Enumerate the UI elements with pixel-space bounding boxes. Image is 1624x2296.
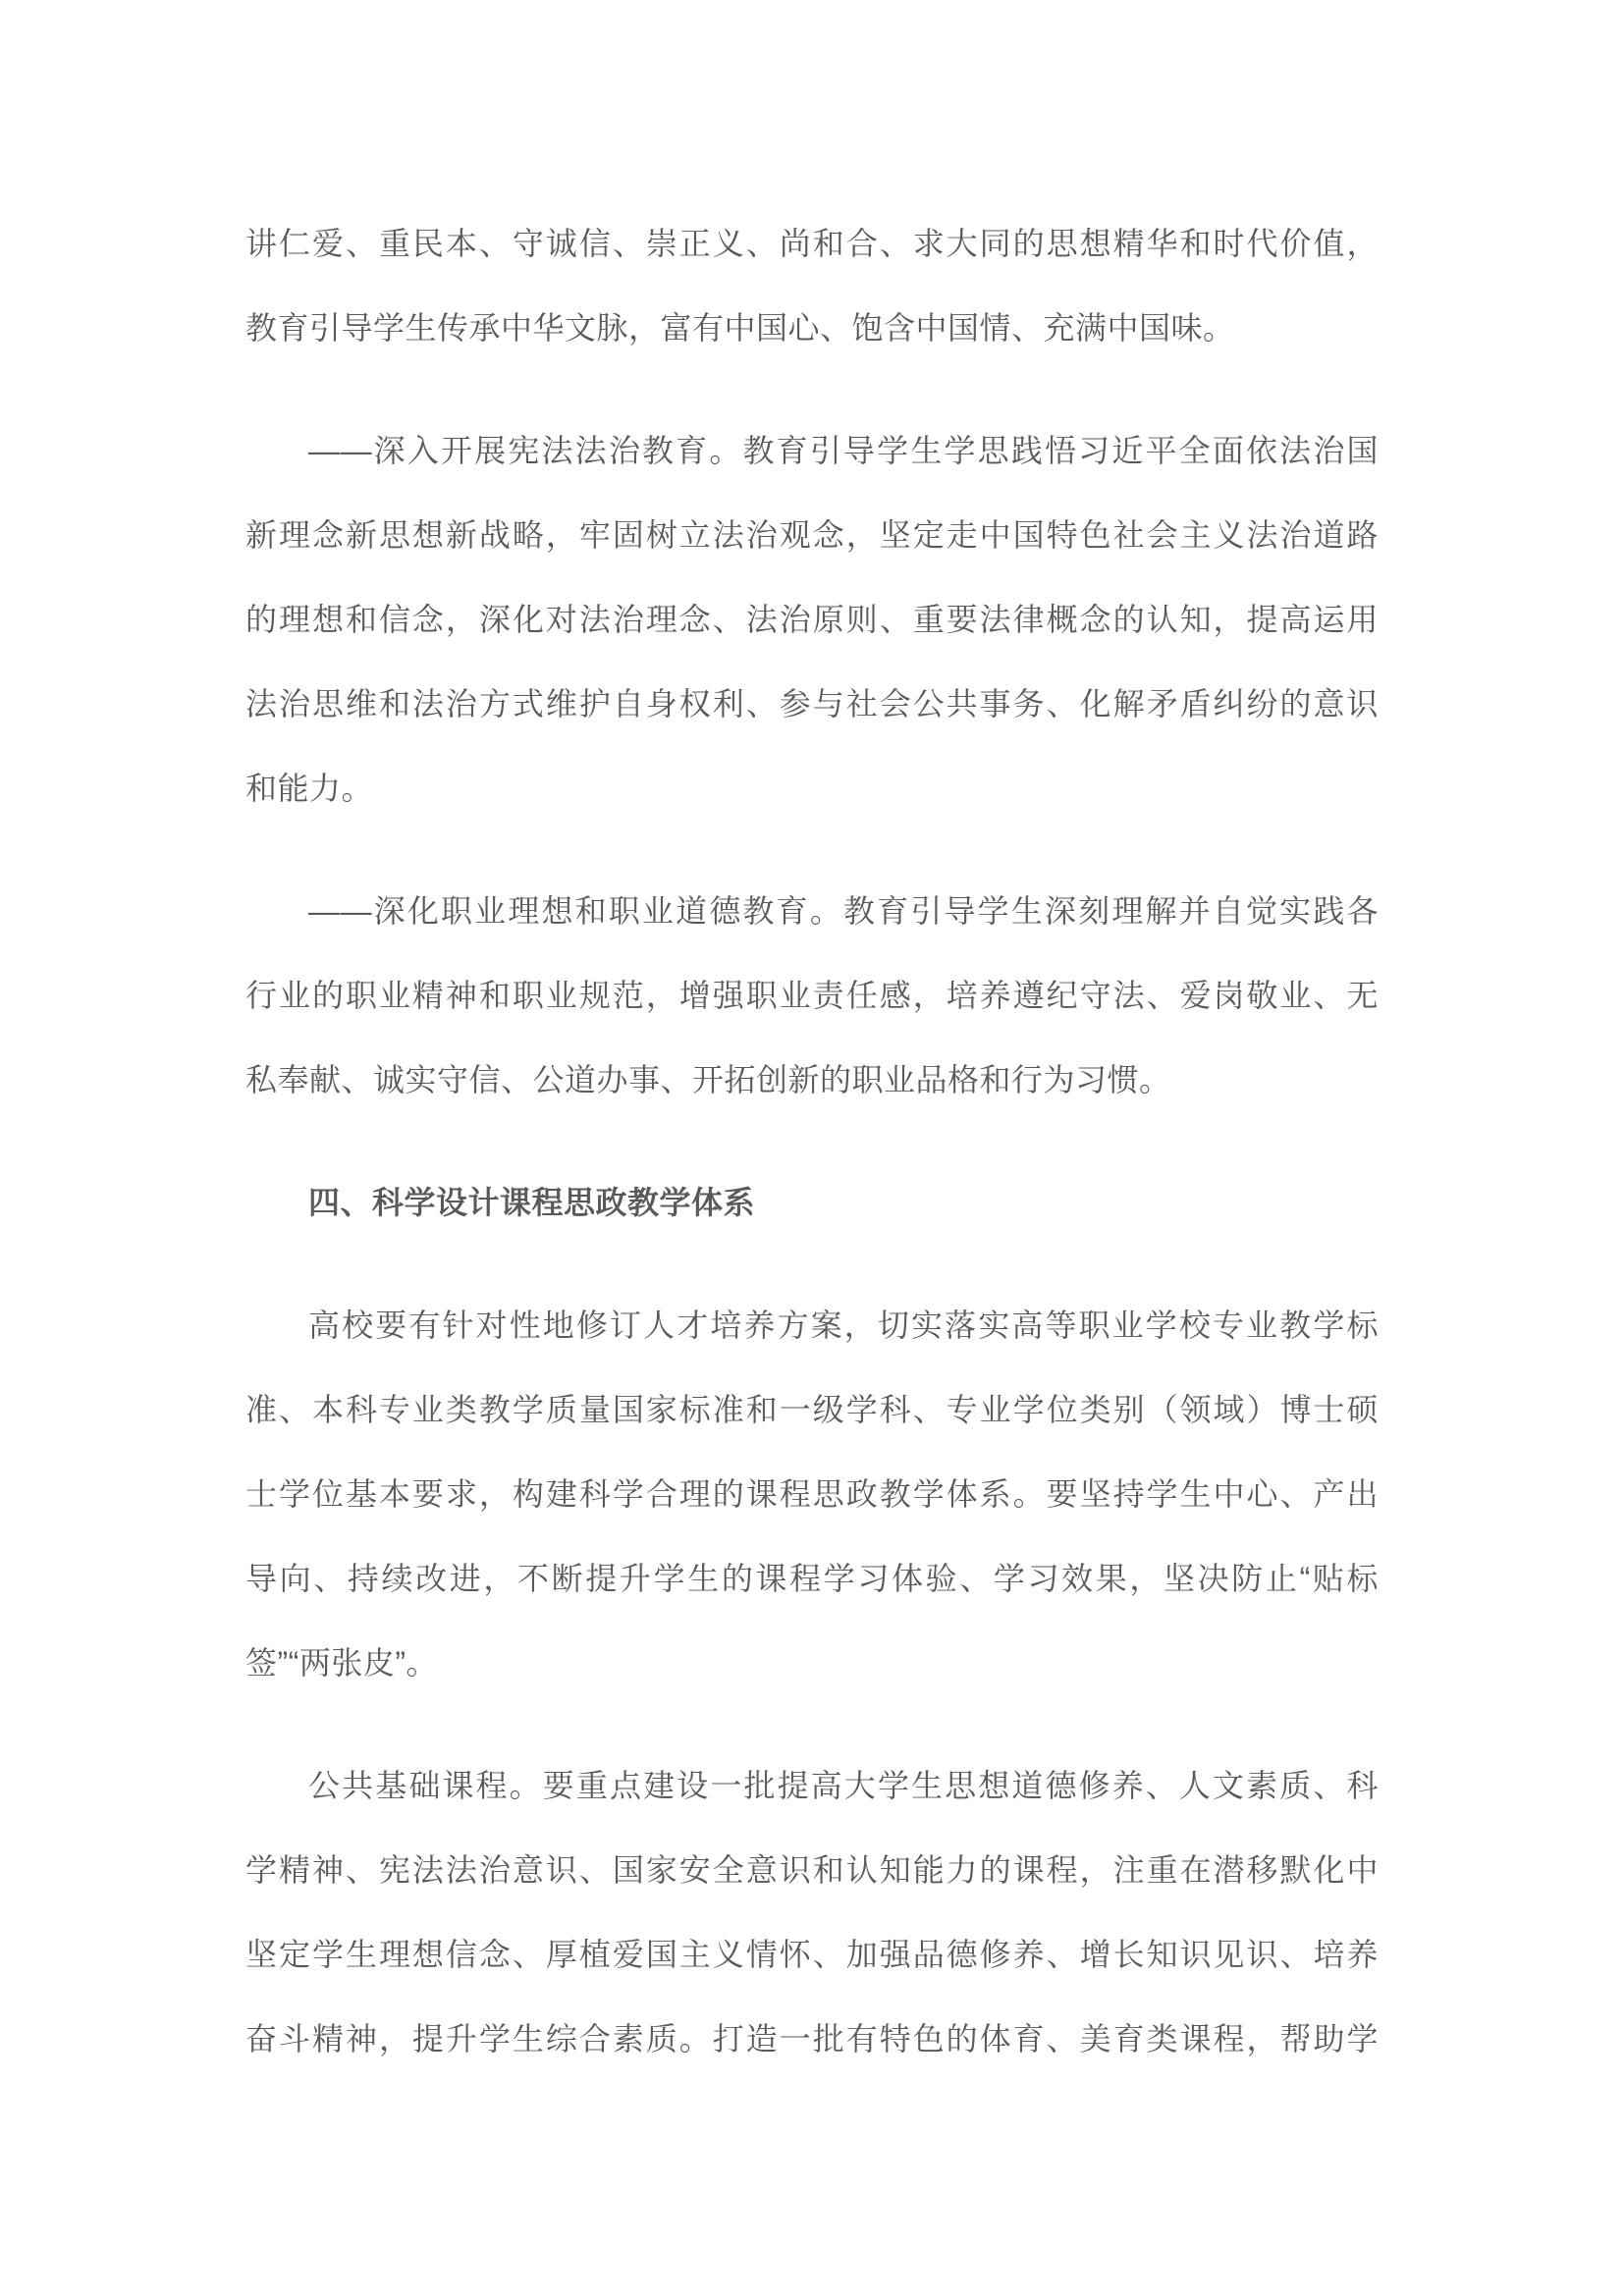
paragraph <box>245 1743 1379 2081</box>
text-line: 的理想和信念，深化对法治理念、法治原则、重要法律概念的认知，提高运用 <box>245 602 1379 637</box>
text-line: 法治思维和法治方式维护自身权利、参与社会公共事务、化解矛盾纠纷的意识 <box>245 686 1379 721</box>
text-line: 高校要有针对性地修订人才培养方案，切实落实高等职业学校专业教学标 <box>308 1308 1379 1343</box>
paragraph <box>245 201 1379 370</box>
text-line: ——深化职业理想和职业道德教育。教育引导学生深刻理解并自觉实践各 <box>308 893 1379 929</box>
paragraph <box>245 408 1379 830</box>
text-line: 讲仁爱、重民本、守诚信、崇正义、尚和合、求大同的思想精华和时代价值， <box>245 226 1379 261</box>
text-line: 导向、持续改进，不断提升学生的课程学习体验、学习效果，坚决防止“贴标 <box>245 1561 1379 1596</box>
paragraph <box>245 1283 1379 1705</box>
text-line: 准、本科专业类教学质量国家标准和一级学科、专业学位类别（领域）博士硕 <box>245 1392 1379 1427</box>
text-line: 学精神、宪法法治意识、国家安全意识和认知能力的课程，注重在潜移默化中 <box>245 1852 1379 1888</box>
section <box>245 1160 1379 1245</box>
text-line: 奋斗精神，提升学生综合素质。打造一批有特色的体育、美育类课程，帮助学 <box>245 2021 1379 2056</box>
text-line: 新理念新思想新战略，牢固树立法治观念，坚定走中国特色社会主义法治道路 <box>245 517 1379 553</box>
paragraph <box>245 869 1379 1122</box>
section-heading: 四、科学设计课程思政教学体系 <box>308 1185 756 1220</box>
text-line: 教育引导学生传承中华文脉，富有中国心、饱含中国情、充满中国味。 <box>245 310 1235 346</box>
text-line: 私奉献、诚实守信、公道办事、开拓创新的职业品格和行为习惯。 <box>245 1062 1171 1097</box>
text-line: 坚定学生理想信念、厚植爱国主义情怀、加强品德修养、增长知识见识、培养 <box>245 1937 1379 1972</box>
text-line: 公共基础课程。要重点建设一批提高大学生思想道德修养、人文素质、科 <box>308 1768 1379 1803</box>
text-line: 士学位基本要求，构建科学合理的课程思政教学体系。要坚持学生中心、产出 <box>245 1476 1379 1512</box>
text-line: ——深入开展宪法法治教育。教育引导学生学思践悟习近平全面依法治国 <box>308 433 1379 468</box>
text-line: 行业的职业精神和职业规范，增强职业责任感，培养遵纪守法、爱岗敬业、无 <box>245 978 1379 1013</box>
text-line: 和能力。 <box>245 771 374 806</box>
text-line: 签”“两张皮”。 <box>245 1645 438 1681</box>
